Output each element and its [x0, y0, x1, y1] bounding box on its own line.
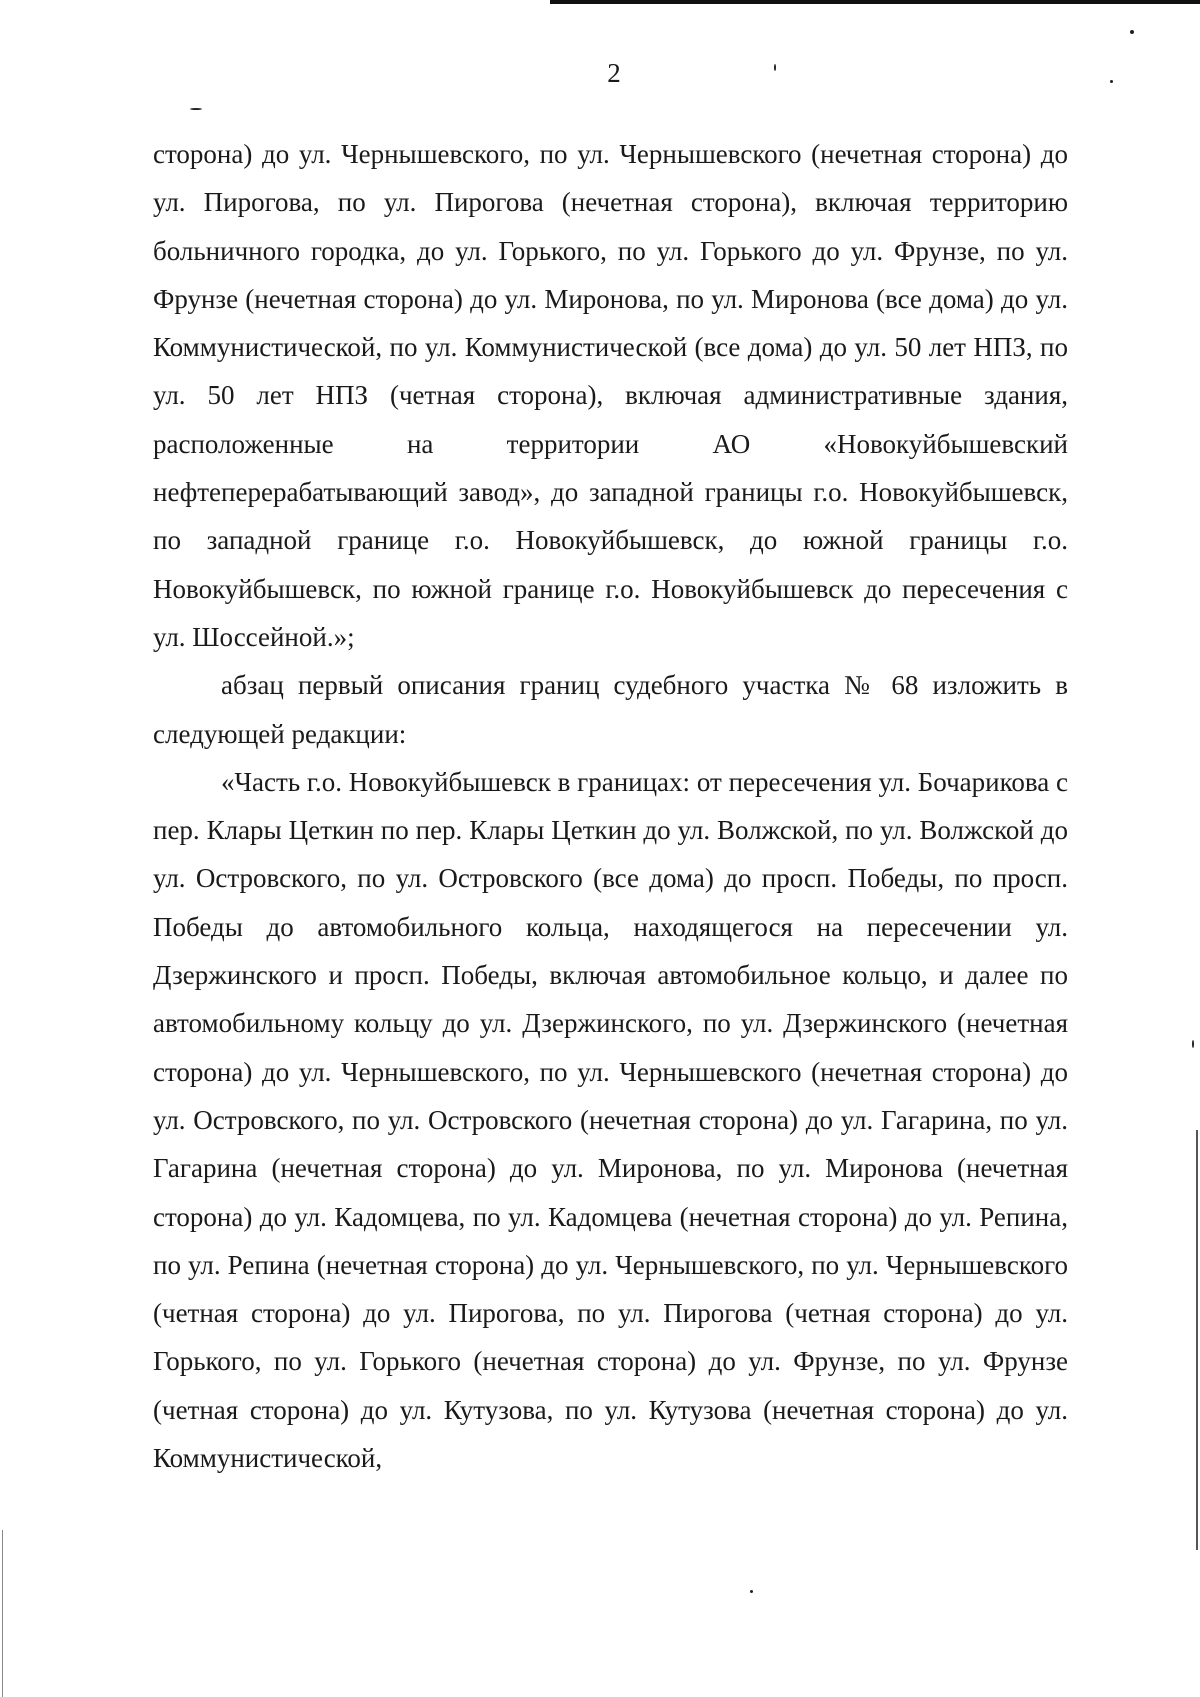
scan-top-border: [550, 0, 1200, 4]
page-number: 2: [607, 58, 621, 88]
scan-speck: [190, 108, 202, 110]
scan-speck: [1192, 1040, 1194, 1048]
scan-speck: [1130, 30, 1134, 34]
paragraph-amendment-instruction: абзац первый описания границ судебного участка № 68 изложить в следующей редакции:: [153, 670, 1068, 749]
document-body: [153, 130, 1068, 1482]
scan-left-edge: [2, 1530, 3, 1697]
scan-right-edge: [1196, 1130, 1198, 1550]
paragraph-continuation: сторона) до ул. Чернышевского, по ул. Чернышевского (нечетная сторона) до ул. Пирогова, по ул. Пирогова (нечетная сторона), включая территорию больничного городка, до ул. Горького, по ул. Горького до ул. Фрунзе, по ул. Фрунзе (нечетная сторона) до ул. Миронова, по ул. Миронова (все дома) до ул. Коммунистической, по ул. Коммунистической (все дома) до ул. 50 лет НПЗ, по ул. 50 лет НПЗ (четная сторона), включая административные здания, расположенные на территории АО «Новокуйбышевский нефтеперерабатывающий завод», до западной границы г.о. Новокуйбышевск, по западной границе г.о. Новокуйбышевск, до южной границы г.о. Новокуйбышевск, по южной границе г.о. Новокуйбышевск до пересечения с ул. Шоссейной.»;: [153, 139, 1068, 652]
paragraph-boundary-description: «Часть г.о. Новокуйбышевск в границах: от пересечения ул. Бочарикова с пер. Клары Цеткин по пер. Клары Цеткин до ул. Волжской, по ул. Волжской до ул. Островского, по ул. Островского (все дома) до просп. Победы, по просп. Победы до автомобильного кольца, находящегося на пересечении ул. Дзержинского и просп. Победы, включая автомобильное кольцо, и далее по автомобильному кольцу до ул. Дзержинского, по ул. Дзержинского (нечетная сторона) до ул. Чернышевского, по ул. Чернышевского (нечетная сторона) до ул. Островского, по ул. Островского (нечетная сторона) до ул. Гагарина, по ул. Гагарина (нечетная сторона) до ул. Миронова, по ул. Миронова (нечетная сторона) до ул. Кадомцева, по ул. Кадомцева (нечетная сторона) до ул. Репина, по ул. Репина (нечетная сторона) до ул. Чернышевского, по ул. Чернышевского (четная сторона) до ул. Пирогова, по ул. Пирогова (четная сторона) до ул. Горького, по ул. Горького (нечетная сторона) до ул. Фрунзе, по ул. Фрунзе (четная сторона) до ул. Кутузова, по ул. Кутузова (нечетная сторона) до ул. Коммунистической,: [153, 766, 1068, 1474]
scan-speck: [750, 1590, 753, 1593]
